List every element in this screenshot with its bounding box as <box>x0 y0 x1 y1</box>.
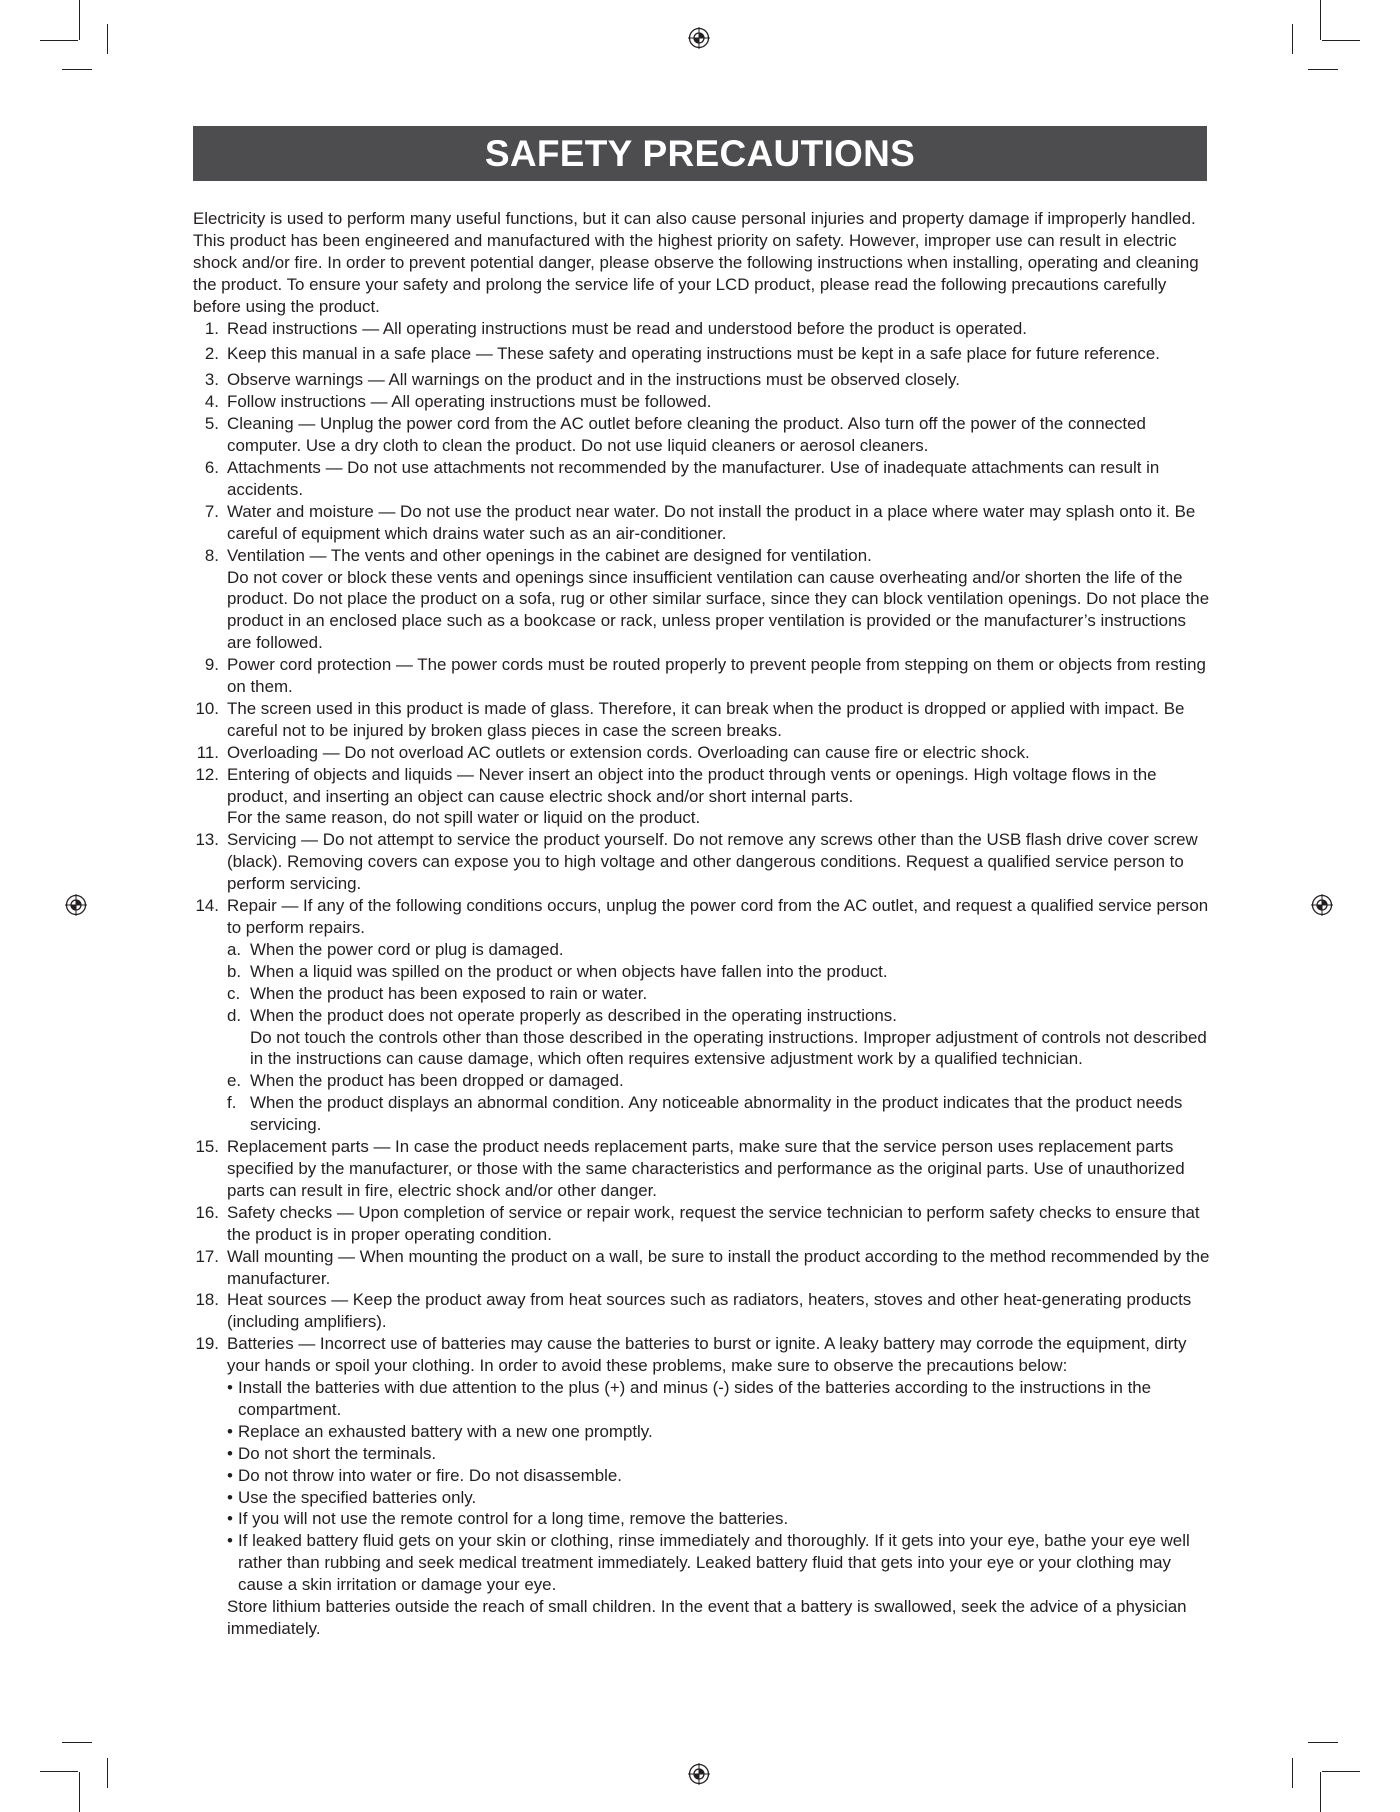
item-text: Cleaning — Unplug the power cord from the AC outlet before cleaning the product. Also turn off the power of the connected computer. Use a dry cloth to clean the product. Do not use liquid cleaners or aerosol cleaners. <box>227 414 1146 456</box>
list-item <box>193 1289 1211 1333</box>
list-item <box>193 391 1211 413</box>
bullet-list <box>227 1377 1211 1596</box>
sub-list-item <box>227 1092 1211 1136</box>
bullet-item: • Install the batteries with due attention to the plus (+) and minus (-) sides of the batteries according to the instructions in the compartment. <box>227 1377 1211 1421</box>
list-item <box>193 369 1211 391</box>
list-item <box>193 413 1211 457</box>
item-number: 12. <box>195 764 219 784</box>
item-number: 11. <box>196 742 219 762</box>
list-item <box>193 545 1211 655</box>
item-number: 6. <box>204 457 219 477</box>
item-number: 1. <box>204 318 219 338</box>
item-text: Entering of objects and liquids — Never insert an object into the product through vents or openings. High voltage flows in the product, and inserting an object can cause electric shock and/or short internal parts. <box>227 764 1157 806</box>
item-text: The screen used in this product is made of glass. Therefore, it can break when the product is dropped or applied with impact. Be careful not to be injured by broken glass pieces in case the screen breaks. <box>227 698 1185 740</box>
list-item <box>193 1202 1211 1246</box>
sub-item-text: When the product does not operate properly as described in the operating instructions. <box>250 1005 897 1025</box>
item-number: 14. <box>195 896 219 916</box>
registration-mark-icon <box>1311 894 1333 916</box>
item-text: Read instructions — All operating instructions must be read and understood before the product is operated. <box>227 318 1027 338</box>
item-number: 19. <box>195 1334 219 1354</box>
item-text: Replacement parts — In case the product needs replacement parts, make sure that the service person uses replacement parts specified by the manufacturer, or those with the same characteristics and performance as the original parts. Use of unauthorized parts can result in fire, electric shock and/or other danger. <box>227 1137 1185 1200</box>
registration-mark-icon <box>688 1763 710 1785</box>
item-number: 5. <box>204 414 219 434</box>
item-number: 17. <box>195 1246 219 1266</box>
sub-item-letter: a. <box>227 939 242 959</box>
list-item <box>193 1333 1211 1640</box>
list-item <box>193 318 1211 340</box>
registration-mark-icon <box>65 894 87 916</box>
sub-item-text: When the power cord or plug is damaged. <box>250 939 564 959</box>
list-item <box>193 501 1211 545</box>
page-title: SAFETY PRECAUTIONS <box>193 126 1207 181</box>
list-item <box>193 1246 1211 1290</box>
item-text: Overloading — Do not overload AC outlets or extension cords. Overloading can cause fire or electric shock. <box>227 742 1030 762</box>
bullet-item: • Replace an exhausted battery with a new one promptly. <box>227 1421 1211 1443</box>
sub-list-item <box>227 961 1211 983</box>
list-item <box>193 742 1211 764</box>
item-number: 18. <box>195 1290 219 1310</box>
bullet-item: • Do not short the terminals. <box>227 1443 1211 1465</box>
list-item <box>193 764 1211 830</box>
list-item <box>193 343 1211 365</box>
intro-paragraph: Electricity is used to perform many useful functions, but it can also cause personal injuries and property damage if improperly handled. This product has been engineered and manufactured with the highest priority on safety. However, improper use can result in electric shock and/or fire. In order to prevent potential danger, please observe the following instructions when installing, operating and cleaning the product. To ensure your safety and prolong the service life of your LCD product, please read the following precautions carefully before using the product. <box>193 209 1199 316</box>
sub-item-letter: d. <box>227 1005 242 1025</box>
item-text: Heat sources — Keep the product away from heat sources such as radiators, heaters, stoves and other heat-generating products (including amplifiers). <box>227 1290 1192 1332</box>
item-number: 13. <box>195 830 219 850</box>
document-body <box>193 208 1211 1640</box>
sub-item-letter: f. <box>227 1093 237 1113</box>
item-text: Power cord protection — The power cords must be routed properly to prevent people from stepping on them or objects from resting on them. <box>227 655 1206 697</box>
sub-list-item <box>227 1070 1211 1092</box>
item-text: Wall mounting — When mounting the product on a wall, be sure to install the product according to the method recommended by the manufacturer. <box>227 1246 1210 1288</box>
item-number: 9. <box>204 655 219 675</box>
sub-item-text: When the product has been dropped or damaged. <box>250 1071 624 1091</box>
bullet-item: • If you will not use the remote control for a long time, remove the batteries. <box>227 1508 1211 1530</box>
bullet-item: • Use the specified batteries only. <box>227 1487 1211 1509</box>
list-item <box>193 829 1211 895</box>
item-number: 4. <box>204 392 219 412</box>
registration-mark-icon <box>688 27 710 49</box>
item-number: 15. <box>195 1137 219 1157</box>
list-item <box>193 1136 1211 1202</box>
item-number: 3. <box>204 370 219 390</box>
list-item <box>193 457 1211 501</box>
item-number: 10. <box>195 698 219 718</box>
sub-item-text: When the product displays an abnormal condition. Any noticeable abnormality in the product indicates that the product needs servicing. <box>250 1093 1183 1135</box>
sub-item-letter: b. <box>227 961 242 981</box>
item-number: 7. <box>204 501 219 521</box>
item-number: 8. <box>204 545 219 565</box>
list-item <box>193 895 1211 1136</box>
item-text: Keep this manual in a safe place — These safety and operating instructions must be kept in a safe place for future reference. <box>227 344 1160 364</box>
item-text: Follow instructions — All operating instructions must be followed. <box>227 392 712 412</box>
bullet-item: • If leaked battery fluid gets on your skin or clothing, rinse immediately and thoroughly. If it gets into your eye, bathe your eye well rather than rubbing and seek medical treatment immediately. Leaked battery fluid that gets into your eye or your clothing may cause a skin irritation or damage your eye. <box>227 1530 1211 1596</box>
sub-list-item <box>227 939 1211 961</box>
sub-list-item <box>227 1005 1211 1071</box>
list-item <box>193 698 1211 742</box>
sub-list <box>227 939 1211 1136</box>
item-text: Attachments — Do not use attachments not recommended by the manufacturer. Use of inadequate attachments can result in accidents. <box>227 457 1160 499</box>
item-text: Repair — If any of the following conditions occurs, unplug the power cord from the AC outlet, and request a qualified service person to perform repairs. <box>227 896 1209 937</box>
item-number: 16. <box>195 1202 219 1222</box>
item-text: Observe warnings — All warnings on the product and in the instructions must be observed closely. <box>227 370 960 390</box>
sub-item-text: When a liquid was spilled on the product or when objects have fallen into the product. <box>250 961 888 981</box>
sub-item-note: Do not touch the controls other than those described in the operating instructions. Improper adjustment of controls not described in the instructions can cause damage, which often requires extensive adjustment work by a qualified technician. <box>250 1027 1207 1069</box>
item-number: 2. <box>204 344 219 364</box>
item-note: For the same reason, do not spill water or liquid on the product. <box>227 808 701 828</box>
item-text: Water and moisture — Do not use the product near water. Do not install the product in a place where water may splash onto it. Be careful of equipment which drains water such as an air-conditioner. <box>227 501 1196 543</box>
item-note: Do not cover or block these vents and openings since insufficient ventilation can cause overheating and/or shorten the life of the product. Do not place the product on a sofa, rug or other similar surface, since they can block ventilation openings. Do not place the product in an enclosed place such as a bookcase or rack, unless proper ventilation is provided or the manufacturer’s instructions are followed. <box>227 567 1210 653</box>
sub-item-text: When the product has been exposed to rain or water. <box>250 983 648 1003</box>
item-note: Store lithium batteries outside the reach of small children. In the event that a battery is swallowed, seek the advice of a physician immediately. <box>227 1597 1187 1638</box>
sub-item-letter: c. <box>227 983 241 1003</box>
bullet-item: • Do not throw into water or fire. Do not disassemble. <box>227 1465 1211 1487</box>
sub-list-item <box>227 983 1211 1005</box>
item-text: Safety checks — Upon completion of service or repair work, request the service technician to perform safety checks to ensure that the product is in proper operating condition. <box>227 1202 1200 1244</box>
item-text: Servicing — Do not attempt to service the product yourself. Do not remove any screws other than the USB flash drive cover screw (black). Removing covers can expose you to high voltage and other dangerous conditions. Request a qualified service person to perform servicing. <box>227 830 1198 894</box>
sub-item-letter: e. <box>227 1071 242 1091</box>
list-item <box>193 654 1211 698</box>
item-text: Batteries — Incorrect use of batteries may cause the batteries to burst or ignite. A leaky battery may corrode the equipment, dirty your hands or spoil your clothing. In order to avoid these problems, make sure to observe the precautions below: <box>227 1334 1187 1376</box>
item-text: Ventilation — The vents and other openings in the cabinet are designed for ventilation. <box>227 545 872 565</box>
precautions-list <box>193 318 1211 1640</box>
